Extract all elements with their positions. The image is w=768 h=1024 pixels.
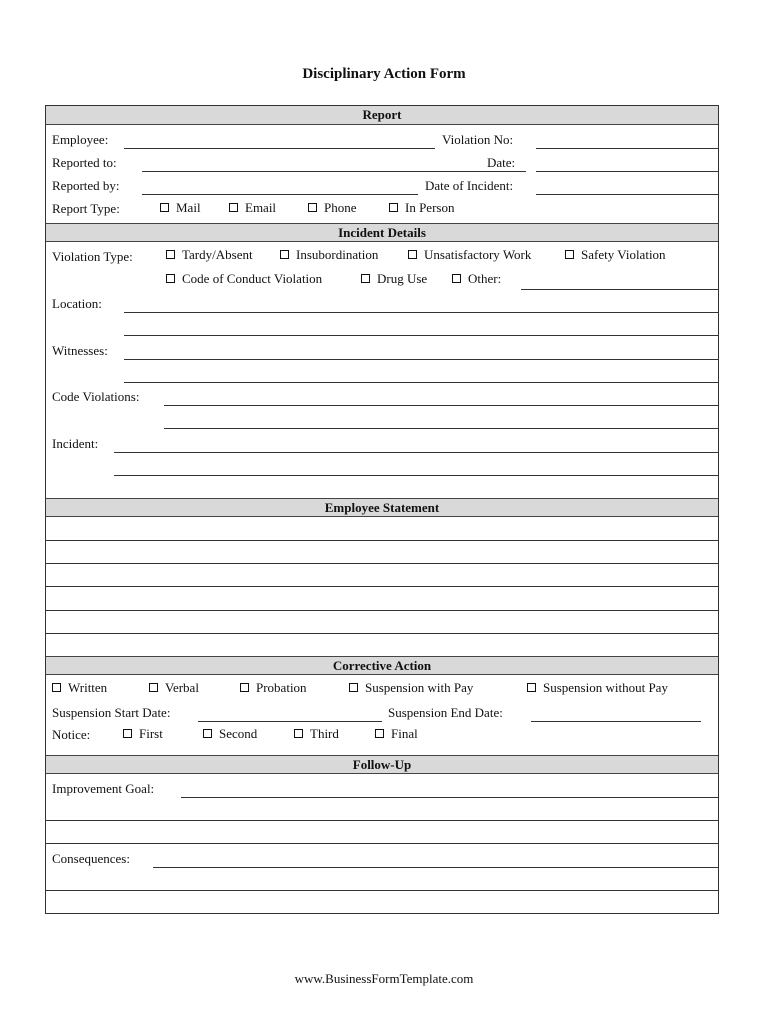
checkbox-icon <box>527 683 536 692</box>
violation-no-field[interactable] <box>536 148 718 149</box>
checkbox-icon <box>166 250 175 259</box>
witnesses-field[interactable] <box>124 359 718 360</box>
improvement-goal-line-2[interactable] <box>46 820 718 821</box>
reported-to-field[interactable] <box>142 171 526 172</box>
section-header-report: Report <box>46 106 718 125</box>
other-field[interactable] <box>521 289 718 290</box>
section-header-incident-details: Incident Details <box>46 223 718 242</box>
checkbox-probation[interactable]: Probation <box>240 680 307 696</box>
statement-line[interactable] <box>46 586 718 587</box>
section-header-employee-statement: Employee Statement <box>46 498 718 517</box>
checkbox-unsatisfactory-work[interactable]: Unsatisfactory Work <box>408 247 531 263</box>
suspension-start-date-label: Suspension Start Date: <box>52 705 171 720</box>
statement-line[interactable] <box>46 563 718 564</box>
checkbox-suspension-without-pay[interactable]: Suspension without Pay <box>527 680 668 696</box>
location-field[interactable] <box>124 312 718 313</box>
code-violations-field-line-2[interactable] <box>164 428 718 429</box>
suspension-end-date-field[interactable] <box>531 721 701 722</box>
improvement-goal-field[interactable] <box>181 797 718 798</box>
employee-field[interactable] <box>124 148 435 149</box>
suspension-start-date-field[interactable] <box>198 721 382 722</box>
checkbox-other[interactable]: Other: <box>452 271 501 287</box>
violation-type-label: Violation Type: <box>52 249 133 264</box>
checkbox-icon <box>349 683 358 692</box>
checkbox-icon <box>160 203 169 212</box>
checkbox-verbal[interactable]: Verbal <box>149 680 199 696</box>
consequences-label: Consequences: <box>52 851 130 866</box>
code-violations-field[interactable] <box>164 405 718 406</box>
location-field-line-2[interactable] <box>124 335 718 336</box>
violation-no-label: Violation No: <box>442 132 514 147</box>
checkbox-written[interactable]: Written <box>52 680 107 696</box>
statement-line[interactable] <box>46 540 718 541</box>
section-header-follow-up: Follow-Up <box>46 755 718 774</box>
witnesses-label: Witnesses: <box>52 343 108 358</box>
reported-to-label: Reported to: <box>52 155 117 170</box>
checkbox-code-of-conduct[interactable]: Code of Conduct Violation <box>166 271 322 287</box>
suspension-end-date-label: Suspension End Date: <box>388 705 503 720</box>
checkbox-mail[interactable]: Mail <box>160 200 201 216</box>
section-header-corrective-action: Corrective Action <box>46 656 718 675</box>
checkbox-drug-use[interactable]: Drug Use <box>361 271 427 287</box>
checkbox-second[interactable]: Second <box>203 726 257 742</box>
checkbox-phone[interactable]: Phone <box>308 200 357 216</box>
consequences-field[interactable] <box>153 867 718 868</box>
notice-label: Notice: <box>52 727 91 742</box>
incident-field-line-2[interactable] <box>114 475 718 476</box>
checkbox-insubordination[interactable]: Insubordination <box>280 247 378 263</box>
location-label: Location: <box>52 296 102 311</box>
checkbox-third[interactable]: Third <box>294 726 339 742</box>
date-of-incident-field[interactable] <box>536 194 718 195</box>
date-of-incident-label: Date of Incident: <box>425 178 514 193</box>
checkbox-icon <box>361 274 370 283</box>
checkbox-icon <box>240 683 249 692</box>
improvement-goal-label: Improvement Goal: <box>52 781 155 796</box>
form-title: Disciplinary Action Form <box>302 66 466 82</box>
checkbox-email[interactable]: Email <box>229 200 276 216</box>
checkbox-first[interactable]: First <box>123 726 163 742</box>
report-type-label: Report Type: <box>52 201 120 216</box>
statement-line[interactable] <box>46 610 718 611</box>
incident-label: Incident: <box>52 436 99 451</box>
witnesses-field-line-2[interactable] <box>124 382 718 383</box>
checkbox-icon <box>375 729 384 738</box>
checkbox-icon <box>452 274 461 283</box>
checkbox-icon <box>52 683 61 692</box>
employee-label: Employee: <box>52 132 109 147</box>
checkbox-suspension-with-pay[interactable]: Suspension with Pay <box>349 680 473 696</box>
reported-by-label: Reported by: <box>52 178 120 193</box>
code-violations-label: Code Violations: <box>52 389 140 404</box>
consequences-line-2[interactable] <box>46 890 718 891</box>
statement-line[interactable] <box>46 633 718 634</box>
incident-field[interactable] <box>114 452 718 453</box>
checkbox-icon <box>389 203 398 212</box>
date-label: Date: <box>487 155 516 170</box>
checkbox-icon <box>280 250 289 259</box>
checkbox-tardy-absent[interactable]: Tardy/Absent <box>166 247 253 263</box>
checkbox-final[interactable]: Final <box>375 726 418 742</box>
checkbox-in-person[interactable]: In Person <box>389 200 454 216</box>
checkbox-icon <box>294 729 303 738</box>
checkbox-icon <box>123 729 132 738</box>
disciplinary-form <box>45 105 719 914</box>
checkbox-icon <box>229 203 238 212</box>
improvement-goal-line-3[interactable] <box>46 843 718 844</box>
reported-by-field[interactable] <box>142 194 418 195</box>
checkbox-icon <box>308 203 317 212</box>
checkbox-icon <box>565 250 574 259</box>
checkbox-icon <box>149 683 158 692</box>
date-field[interactable] <box>536 171 718 172</box>
checkbox-safety-violation[interactable]: Safety Violation <box>565 247 666 263</box>
checkbox-icon <box>166 274 175 283</box>
checkbox-icon <box>408 250 417 259</box>
footer-url: www.BusinessFormTemplate.com <box>294 971 474 986</box>
checkbox-icon <box>203 729 212 738</box>
